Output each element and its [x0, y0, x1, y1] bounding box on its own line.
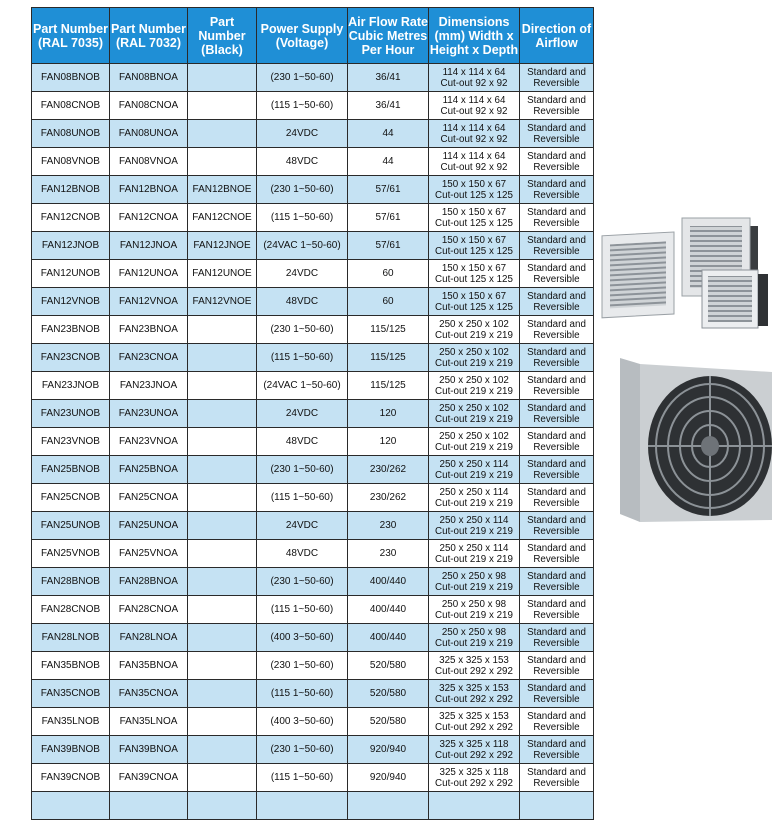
table-cell: [188, 624, 257, 652]
table-cell: FAN08VNOA: [110, 148, 188, 176]
table-cell: FAN08CNOA: [110, 92, 188, 120]
table-cell: 250 x 250 x 102 Cut-out 219 x 219: [429, 428, 520, 456]
table-cell: [188, 764, 257, 792]
table-cell: 250 x 250 x 114 Cut-out 219 x 219: [429, 512, 520, 540]
table-cell: Standard and Reversible: [520, 232, 594, 260]
table-cell: 120: [348, 400, 429, 428]
table-cell: 250 x 250 x 98 Cut-out 219 x 219: [429, 568, 520, 596]
table-cell: 24VDC: [257, 512, 348, 540]
table-cell: FAN25CNOA: [110, 484, 188, 512]
table-cell: Standard and Reversible: [520, 680, 594, 708]
table-cell: Standard and Reversible: [520, 540, 594, 568]
table-row: [32, 540, 594, 568]
table-cell: 230: [348, 512, 429, 540]
table-cell: 44: [348, 120, 429, 148]
table-cell: 250 x 250 x 102 Cut-out 219 x 219: [429, 372, 520, 400]
header-air-flow-rate: Air Flow Rate Cubic Metres Per Hour: [348, 8, 429, 64]
table-cell: [188, 428, 257, 456]
table-cell: FAN23VNOA: [110, 428, 188, 456]
table-cell: 114 x 114 x 64 Cut-out 92 x 92: [429, 120, 520, 148]
table-cell: Standard and Reversible: [520, 260, 594, 288]
table-cell: (230 1~50-60): [257, 652, 348, 680]
table-cell: 250 x 250 x 98 Cut-out 219 x 219: [429, 624, 520, 652]
table-cell: [188, 64, 257, 92]
table-cell: Standard and Reversible: [520, 568, 594, 596]
table-cell: FAN12JNOE: [188, 232, 257, 260]
table-cell: FAN08UNOA: [110, 120, 188, 148]
table-cell: FAN28CNOB: [32, 596, 110, 624]
table-cell: FAN25BNOA: [110, 456, 188, 484]
table-cell: 230/262: [348, 484, 429, 512]
table-cell: 920/940: [348, 736, 429, 764]
table-cell: FAN12CNOE: [188, 204, 257, 232]
table-cell: (115 1~50-60): [257, 484, 348, 512]
table-cell: [188, 708, 257, 736]
table-cell: Standard and Reversible: [520, 652, 594, 680]
table-cell: 115/125: [348, 316, 429, 344]
table-row: [32, 736, 594, 764]
table-cell: FAN23CNOB: [32, 344, 110, 372]
table-cell: [188, 316, 257, 344]
table-row: [32, 596, 594, 624]
table-cell: [188, 680, 257, 708]
table-cell: Standard and Reversible: [520, 204, 594, 232]
table-cell: Standard and Reversible: [520, 148, 594, 176]
table-cell: 520/580: [348, 708, 429, 736]
table-cell: FAN12UNOA: [110, 260, 188, 288]
table-cell: (230 1~50-60): [257, 176, 348, 204]
table-cell: Standard and Reversible: [520, 764, 594, 792]
fan-spec-table: [31, 7, 594, 820]
table-row: [32, 708, 594, 736]
table-cell: 114 x 114 x 64 Cut-out 92 x 92: [429, 148, 520, 176]
table-row: [32, 148, 594, 176]
table-cell: FAN23CNOA: [110, 344, 188, 372]
table-cell: [257, 792, 348, 820]
table-cell: [188, 652, 257, 680]
table-cell: FAN25CNOB: [32, 484, 110, 512]
table-cell: 325 x 325 x 153 Cut-out 292 x 292: [429, 652, 520, 680]
table-cell: FAN25UNOA: [110, 512, 188, 540]
table-cell: 114 x 114 x 64 Cut-out 92 x 92: [429, 64, 520, 92]
table-cell: [188, 400, 257, 428]
table-cell: [348, 792, 429, 820]
table-cell: FAN12UNOE: [188, 260, 257, 288]
table-cell: FAN12VNOB: [32, 288, 110, 316]
table-cell: 325 x 325 x 153 Cut-out 292 x 292: [429, 680, 520, 708]
table-cell: 250 x 250 x 114 Cut-out 219 x 219: [429, 484, 520, 512]
table-cell: 150 x 150 x 67 Cut-out 125 x 125: [429, 232, 520, 260]
table-cell: Standard and Reversible: [520, 288, 594, 316]
table-cell: FAN12BNOB: [32, 176, 110, 204]
table-cell: FAN12VNOE: [188, 288, 257, 316]
table-cell: Standard and Reversible: [520, 344, 594, 372]
table-cell: FAN39BNOB: [32, 736, 110, 764]
table-row: [32, 64, 594, 92]
table-cell: FAN23JNOB: [32, 372, 110, 400]
table-cell: [188, 792, 257, 820]
table-cell: 325 x 325 x 118 Cut-out 292 x 292: [429, 764, 520, 792]
table-cell: FAN35LNOB: [32, 708, 110, 736]
table-cell: [110, 792, 188, 820]
table-cell: [188, 344, 257, 372]
table-row: [32, 764, 594, 792]
table-cell: 114 x 114 x 64 Cut-out 92 x 92: [429, 92, 520, 120]
table-row: [32, 456, 594, 484]
table-cell: Standard and Reversible: [520, 176, 594, 204]
table-cell: Standard and Reversible: [520, 512, 594, 540]
table-cell: FAN39BNOA: [110, 736, 188, 764]
table-cell: (230 1~50-60): [257, 736, 348, 764]
table-cell: FAN35BNOA: [110, 652, 188, 680]
table-cell: [188, 92, 257, 120]
table-cell: FAN35CNOB: [32, 680, 110, 708]
table-row: [32, 792, 594, 820]
table-cell: (115 1~50-60): [257, 764, 348, 792]
table-row: [32, 176, 594, 204]
table-cell: Standard and Reversible: [520, 624, 594, 652]
table-cell: Standard and Reversible: [520, 428, 594, 456]
table-cell: [188, 372, 257, 400]
table-cell: 250 x 250 x 102 Cut-out 219 x 219: [429, 316, 520, 344]
filter-fan-grilles-photo: [598, 212, 774, 336]
header-direction-of-airflow: Direction of Airflow: [520, 8, 594, 64]
table-cell: Standard and Reversible: [520, 484, 594, 512]
header-part-number-black: Part Number (Black): [188, 8, 257, 64]
table-cell: Standard and Reversible: [520, 316, 594, 344]
table-row: [32, 484, 594, 512]
table-row: [32, 344, 594, 372]
large-fan-unit-photo: [614, 354, 774, 524]
table-cell: FAN23VNOB: [32, 428, 110, 456]
table-cell: FAN08BNOB: [32, 64, 110, 92]
table-cell: FAN12CNOB: [32, 204, 110, 232]
table-cell: 36/41: [348, 92, 429, 120]
table-cell: FAN12JNOB: [32, 232, 110, 260]
table-cell: (115 1~50-60): [257, 92, 348, 120]
table-cell: FAN23JNOA: [110, 372, 188, 400]
table-cell: [188, 596, 257, 624]
table-cell: [188, 512, 257, 540]
table-cell: FAN25VNOB: [32, 540, 110, 568]
table-cell: 36/41: [348, 64, 429, 92]
table-row: [32, 260, 594, 288]
table-cell: 400/440: [348, 568, 429, 596]
table-row: [32, 512, 594, 540]
table-cell: Standard and Reversible: [520, 596, 594, 624]
table-cell: 115/125: [348, 372, 429, 400]
table-cell: 400/440: [348, 624, 429, 652]
table-cell: (230 1~50-60): [257, 568, 348, 596]
table-cell: 250 x 250 x 98 Cut-out 219 x 219: [429, 596, 520, 624]
table-cell: FAN35LNOA: [110, 708, 188, 736]
table-cell: 230: [348, 540, 429, 568]
table-row: [32, 680, 594, 708]
table-cell: 57/61: [348, 232, 429, 260]
header-dimensions: Dimensions (mm) Width x Height x Depth: [429, 8, 520, 64]
table-cell: Standard and Reversible: [520, 456, 594, 484]
table-cell: 250 x 250 x 102 Cut-out 219 x 219: [429, 344, 520, 372]
table-cell: FAN28CNOA: [110, 596, 188, 624]
table-cell: 60: [348, 260, 429, 288]
table-row: [32, 568, 594, 596]
table-cell: FAN23BNOB: [32, 316, 110, 344]
table-cell: 250 x 250 x 114 Cut-out 219 x 219: [429, 540, 520, 568]
table-cell: 24VDC: [257, 260, 348, 288]
table-cell: FAN12VNOA: [110, 288, 188, 316]
table-cell: 24VDC: [257, 400, 348, 428]
table-cell: 24VDC: [257, 120, 348, 148]
table-cell: 150 x 150 x 67 Cut-out 125 x 125: [429, 204, 520, 232]
table-cell: 400/440: [348, 596, 429, 624]
table-row: [32, 120, 594, 148]
table-cell: 48VDC: [257, 540, 348, 568]
table-cell: [188, 456, 257, 484]
table-cell: 250 x 250 x 114 Cut-out 219 x 219: [429, 456, 520, 484]
table-cell: [32, 792, 110, 820]
header-part-number-ral7035: Part Number (RAL 7035): [32, 8, 110, 64]
table-cell: 48VDC: [257, 288, 348, 316]
table-cell: 150 x 150 x 67 Cut-out 125 x 125: [429, 288, 520, 316]
table-cell: FAN28BNOA: [110, 568, 188, 596]
table-cell: 520/580: [348, 680, 429, 708]
table-row: [32, 624, 594, 652]
table-cell: (400 3~50-60): [257, 624, 348, 652]
table-cell: 150 x 150 x 67 Cut-out 125 x 125: [429, 176, 520, 204]
table-cell: 115/125: [348, 344, 429, 372]
table-row: [32, 288, 594, 316]
table-cell: [188, 120, 257, 148]
table-cell: FAN28LNOA: [110, 624, 188, 652]
table-cell: 120: [348, 428, 429, 456]
table-cell: [429, 792, 520, 820]
table-cell: (400 3~50-60): [257, 708, 348, 736]
table-cell: (115 1~50-60): [257, 344, 348, 372]
table-cell: 250 x 250 x 102 Cut-out 219 x 219: [429, 400, 520, 428]
table-cell: FAN35BNOB: [32, 652, 110, 680]
table-cell: [188, 148, 257, 176]
table-cell: Standard and Reversible: [520, 736, 594, 764]
table-cell: FAN08CNOB: [32, 92, 110, 120]
table-cell: 230/262: [348, 456, 429, 484]
table-cell: FAN08BNOA: [110, 64, 188, 92]
table-cell: 150 x 150 x 67 Cut-out 125 x 125: [429, 260, 520, 288]
table-cell: 57/61: [348, 176, 429, 204]
table-cell: FAN23BNOA: [110, 316, 188, 344]
header-power-supply: Power Supply (Voltage): [257, 8, 348, 64]
table-row: [32, 204, 594, 232]
table-cell: 325 x 325 x 153 Cut-out 292 x 292: [429, 708, 520, 736]
table-cell: FAN08UNOB: [32, 120, 110, 148]
table-cell: [188, 736, 257, 764]
table-cell: FAN25UNOB: [32, 512, 110, 540]
table-row: [32, 652, 594, 680]
table-cell: FAN25VNOA: [110, 540, 188, 568]
table-cell: [188, 568, 257, 596]
table-cell: FAN12UNOB: [32, 260, 110, 288]
table-cell: 44: [348, 148, 429, 176]
table-cell: FAN25BNOB: [32, 456, 110, 484]
table-cell: (24VAC 1~50-60): [257, 232, 348, 260]
table-cell: FAN35CNOA: [110, 680, 188, 708]
table-cell: Standard and Reversible: [520, 92, 594, 120]
header-part-number-ral7032: Part Number (RAL 7032): [110, 8, 188, 64]
table-cell: (230 1~50-60): [257, 456, 348, 484]
table-cell: 48VDC: [257, 148, 348, 176]
table-cell: 60: [348, 288, 429, 316]
table-cell: FAN28LNOB: [32, 624, 110, 652]
table-cell: FAN39CNOB: [32, 764, 110, 792]
table-cell: FAN12BNOE: [188, 176, 257, 204]
table-cell: 520/580: [348, 652, 429, 680]
table-cell: (24VAC 1~50-60): [257, 372, 348, 400]
table-row: [32, 92, 594, 120]
table-cell: Standard and Reversible: [520, 400, 594, 428]
table-cell: FAN12CNOA: [110, 204, 188, 232]
table-cell: (115 1~50-60): [257, 596, 348, 624]
table-cell: Standard and Reversible: [520, 120, 594, 148]
table-cell: (115 1~50-60): [257, 204, 348, 232]
table-row: [32, 428, 594, 456]
table-cell: FAN39CNOA: [110, 764, 188, 792]
table-cell: 48VDC: [257, 428, 348, 456]
table-cell: Standard and Reversible: [520, 64, 594, 92]
table-cell: (230 1~50-60): [257, 316, 348, 344]
table-header-row: [32, 8, 594, 64]
table-cell: FAN23UNOA: [110, 400, 188, 428]
table-cell: 325 x 325 x 118 Cut-out 292 x 292: [429, 736, 520, 764]
table-cell: FAN12BNOA: [110, 176, 188, 204]
table-cell: (230 1~50-60): [257, 64, 348, 92]
table-row: [32, 316, 594, 344]
table-cell: Standard and Reversible: [520, 372, 594, 400]
table-cell: FAN12JNOA: [110, 232, 188, 260]
table-cell: FAN28BNOB: [32, 568, 110, 596]
table-cell: 920/940: [348, 764, 429, 792]
table-cell: [520, 792, 594, 820]
table-cell: FAN08VNOB: [32, 148, 110, 176]
table-row: [32, 400, 594, 428]
table-cell: FAN23UNOB: [32, 400, 110, 428]
table-row: [32, 232, 594, 260]
table-cell: Standard and Reversible: [520, 708, 594, 736]
table-cell: 57/61: [348, 204, 429, 232]
table-row: [32, 372, 594, 400]
table-cell: [188, 484, 257, 512]
table-cell: (115 1~50-60): [257, 680, 348, 708]
table-cell: [188, 540, 257, 568]
